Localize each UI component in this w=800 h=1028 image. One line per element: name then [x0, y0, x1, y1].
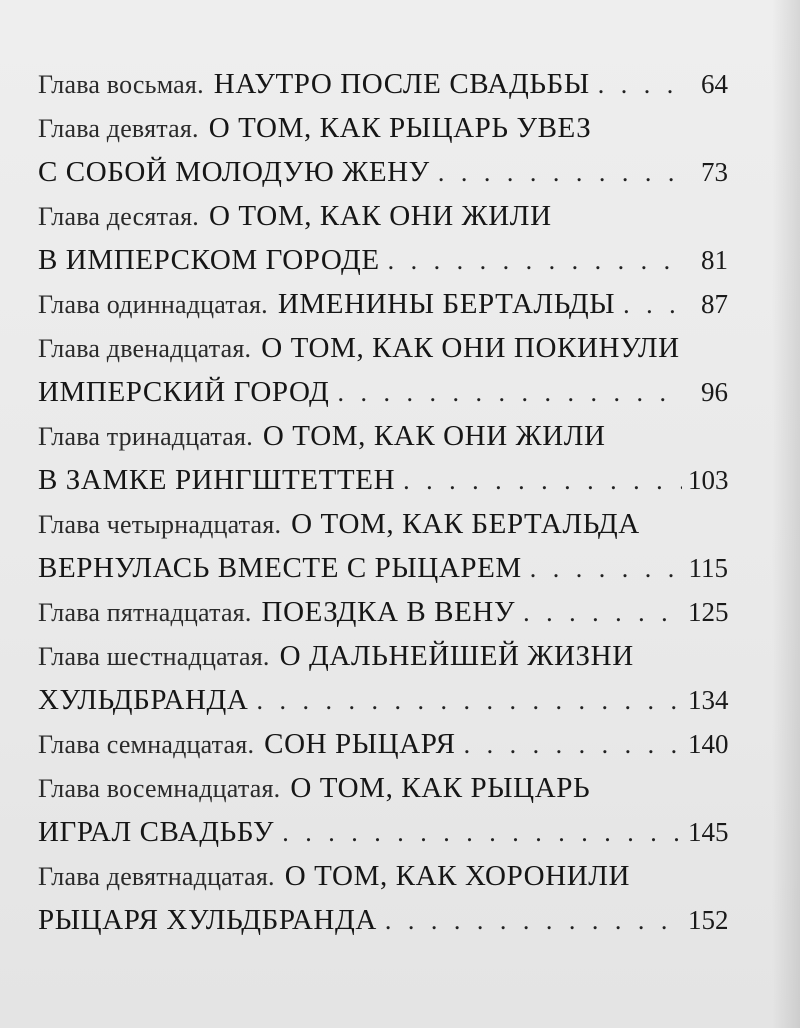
dot-leader — [530, 547, 682, 591]
toc-entry — [38, 326, 728, 414]
chapter-title: О ТОМ, КАК ОНИ ЖИЛИ — [208, 200, 552, 232]
dot-leader — [388, 239, 682, 283]
dot-leader — [256, 679, 682, 723]
page-number: 87 — [701, 289, 728, 319]
toc-line — [38, 106, 728, 150]
toc-entry — [38, 722, 728, 766]
chapter-title: О ДАЛЬНЕЙШЕЙ ЖИЗНИ — [279, 640, 634, 672]
dot-leader — [623, 283, 682, 327]
page-number: 73 — [701, 157, 728, 187]
chapter-prefix: Глава тринадцатая. — [38, 422, 253, 451]
chapter-title: ПОЕЗДКА В ВЕНУ — [261, 596, 516, 628]
dot-leader — [337, 371, 682, 415]
chapter-prefix: Глава двенадцатая. — [38, 334, 252, 363]
toc-entry — [38, 62, 728, 106]
chapter-title: О ТОМ, КАК РЫЦАРЬ — [290, 772, 591, 804]
chapter-prefix: Глава пятнадцатая. — [38, 598, 252, 627]
chapter-title: О ТОМ, КАК ОНИ ЖИЛИ — [262, 420, 606, 452]
toc-entry — [38, 502, 728, 590]
chapter-title: О ТОМ, КАК РЫЦАРЬ УВЕЗ — [208, 112, 592, 144]
toc-line — [38, 458, 728, 502]
table-of-contents — [38, 62, 728, 942]
toc-line — [38, 150, 728, 194]
chapter-title-continued: В ЗАМКЕ РИНГШТЕТТЕН — [38, 464, 396, 496]
toc-line — [38, 634, 728, 678]
page-number: 64 — [701, 69, 728, 99]
toc-line — [38, 854, 728, 898]
toc-line — [38, 414, 728, 458]
chapter-prefix: Глава восьмая. — [38, 70, 204, 99]
dot-leader — [523, 591, 682, 635]
toc-line — [38, 766, 728, 810]
toc-line — [38, 194, 728, 238]
toc-entry — [38, 634, 728, 722]
chapter-prefix: Глава восемнадцатая. — [38, 774, 281, 803]
toc-line — [38, 238, 728, 282]
chapter-title: НАУТРО ПОСЛЕ СВАДЬБЫ — [213, 68, 590, 100]
chapter-prefix: Глава девятая. — [38, 114, 199, 143]
page-number: 145 — [688, 817, 729, 847]
dot-leader — [403, 459, 682, 503]
page-number: 125 — [688, 597, 729, 627]
page-number: 115 — [688, 553, 728, 583]
toc-line — [38, 810, 728, 854]
chapter-title: СОН РЫЦАРЯ — [264, 728, 456, 760]
dot-leader — [385, 899, 682, 943]
page-number: 81 — [701, 245, 728, 275]
page-number: 96 — [701, 377, 728, 407]
dot-leader — [598, 63, 682, 107]
toc-line — [38, 898, 728, 942]
chapter-title-continued: ХУЛЬДБРАНДА — [38, 684, 249, 716]
chapter-prefix: Глава одиннадцатая. — [38, 290, 268, 319]
toc-entry — [38, 282, 728, 326]
toc-line — [38, 326, 728, 370]
toc-line — [38, 62, 728, 106]
toc-entry — [38, 194, 728, 282]
toc-line — [38, 678, 728, 722]
page-number: 103 — [688, 465, 729, 495]
chapter-title: О ТОМ, КАК ХОРОНИЛИ — [284, 860, 631, 892]
dot-leader — [282, 811, 682, 855]
toc-entry — [38, 854, 728, 942]
toc-line — [38, 370, 728, 414]
toc-line — [38, 546, 728, 590]
dot-leader — [438, 151, 682, 195]
chapter-title-continued: С СОБОЙ МОЛОДУЮ ЖЕНУ — [38, 156, 430, 188]
toc-line — [38, 502, 728, 546]
toc-entry — [38, 766, 728, 854]
chapter-title-continued: В ИМПЕРСКОМ ГОРОДЕ — [38, 244, 380, 276]
page-number: 152 — [688, 905, 729, 935]
dot-leader — [464, 723, 682, 767]
chapter-prefix: Глава четырнадцатая. — [38, 510, 282, 539]
chapter-title-continued: ВЕРНУЛАСЬ ВМЕСТЕ С РЫЦАРЕМ — [38, 552, 522, 584]
toc-line — [38, 590, 728, 634]
chapter-prefix: Глава десятая. — [38, 202, 199, 231]
toc-entry — [38, 106, 728, 194]
chapter-title-continued: ИМПЕРСКИЙ ГОРОД — [38, 376, 330, 408]
toc-entry — [38, 590, 728, 634]
toc-line — [38, 722, 728, 766]
chapter-prefix: Глава семнадцатая. — [38, 730, 255, 759]
chapter-title-continued: ИГРАЛ СВАДЬБУ — [38, 816, 275, 848]
page-edge-shadow — [772, 0, 800, 1028]
chapter-title: О ТОМ, КАК БЕРТАЛЬДА — [291, 508, 640, 540]
chapter-title: О ТОМ, КАК ОНИ ПОКИНУЛИ — [261, 332, 680, 364]
chapter-title-continued: РЫЦАРЯ ХУЛЬДБРАНДА — [38, 904, 377, 936]
page-number: 140 — [688, 729, 729, 759]
chapter-prefix: Глава шестнадцатая. — [38, 642, 270, 671]
chapter-prefix: Глава девятнадцатая. — [38, 862, 275, 891]
toc-line — [38, 282, 728, 326]
toc-entry — [38, 414, 728, 502]
page-number: 134 — [688, 685, 729, 715]
chapter-title: ИМЕНИНЫ БЕРТАЛЬДЫ — [277, 288, 616, 320]
